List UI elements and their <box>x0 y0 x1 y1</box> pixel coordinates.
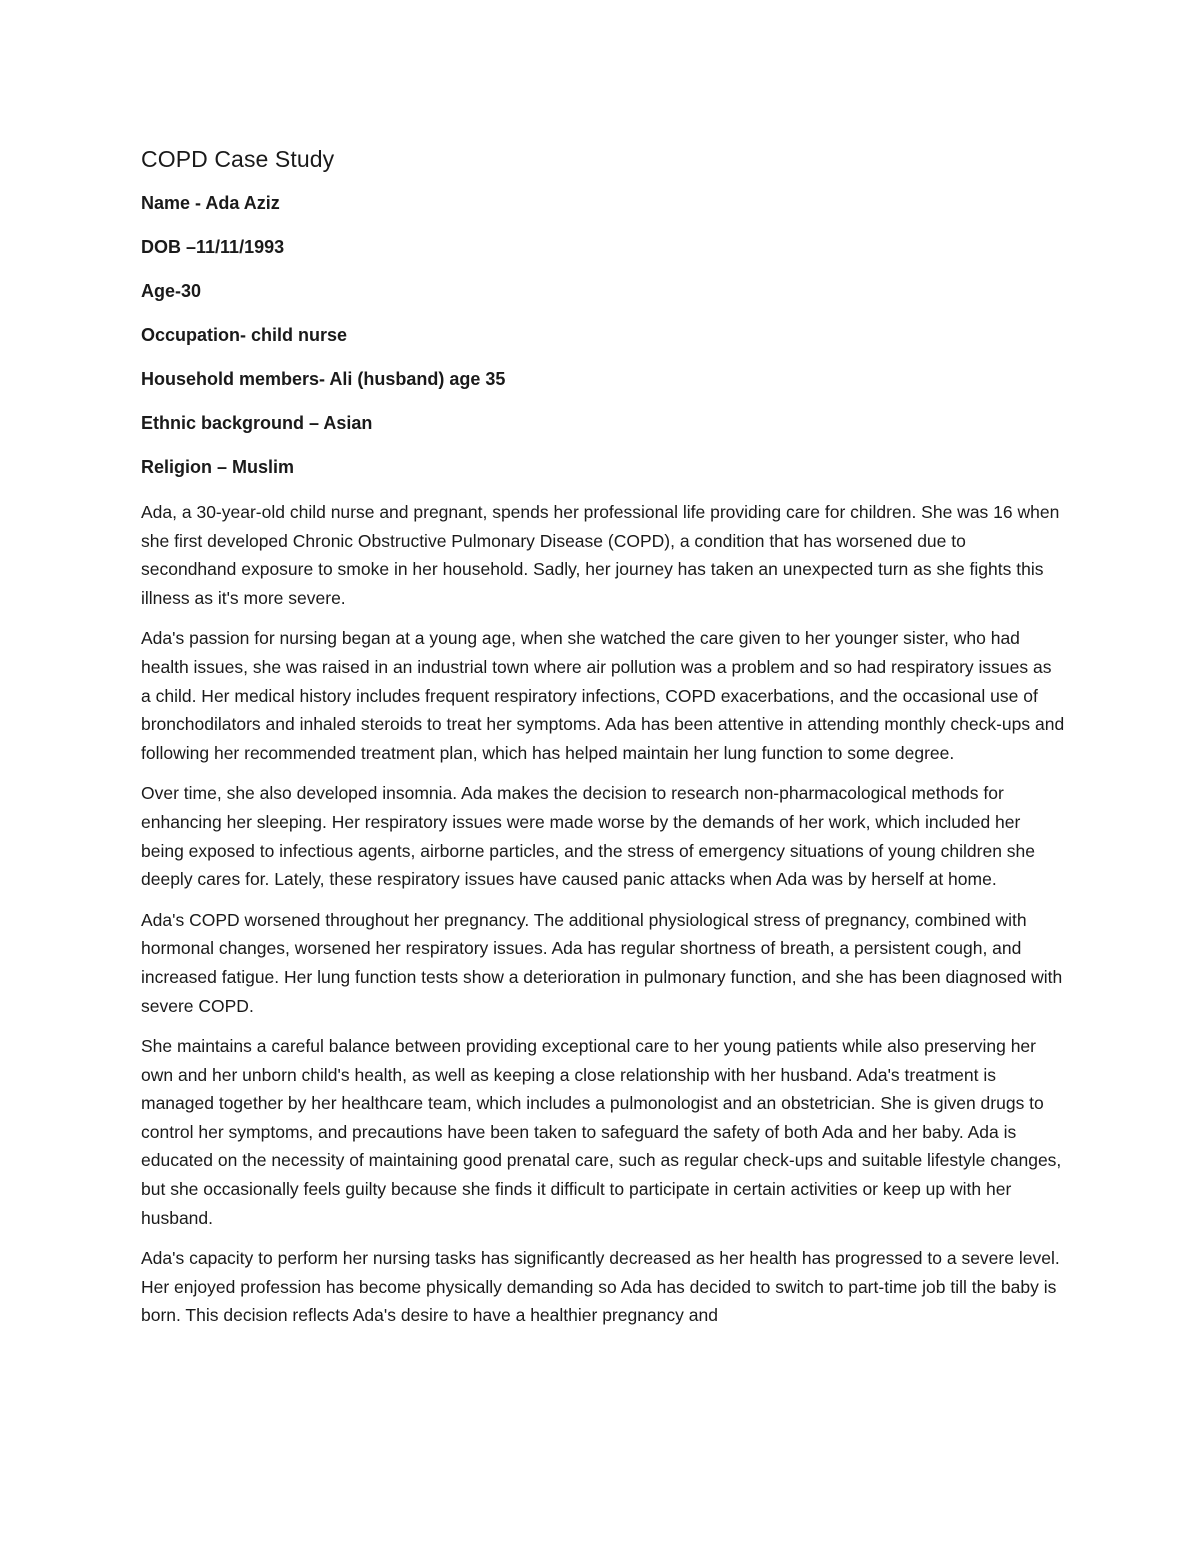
field-ethnic-background: Ethnic background – Asian <box>141 413 373 433</box>
field-occupation: Occupation- child nurse <box>141 325 348 345</box>
patient-details <box>141 190 1066 480</box>
field-age: Age-30 <box>141 281 202 301</box>
field-name: Name - Ada Aziz <box>141 193 280 213</box>
paragraph-pregnancy: Ada's COPD worsened throughout her pregnancy. The additional physiological stress of pregnancy, combined with hormonal changes, worsened her respiratory issues. Ada has regular shortness of breath, a persistent cough, and increased fatigue. Her lung function tests show a deterioration in pulmonary function, and she has been diagnosed with severe COPD. <box>141 909 1063 1016</box>
paragraph-history: Ada's passion for nursing began at a young age, when she watched the care given to her younger sister, who had health issues, she was raised in an industrial town where air pollution was a problem and so had respiratory issues as a child. Her medical history includes frequent respiratory infections, COPD exacerbations, and the occasional use of bronchodilators and inhaled steroids to treat her symptoms. Ada has been attentive in attending monthly check-ups and following her recommended treatment plan, which has helped maintain her lung function to some degree. <box>141 628 1065 763</box>
paragraph-care-balance: She maintains a careful balance between providing exceptional care to her young patients while also preserving her own and her unborn child's health, as well as keeping a close relationship with her husband. Ada's treatment is managed together by her healthcare team, which includes a pulmonologist and an obstetrician. She is given drugs to control her symptoms, and precautions have been taken to safeguard the safety of both Ada and her baby. Ada is educated on the necessity of maintaining good prenatal care, such as regular check-ups and suitable lifestyle changes, but she occasionally feels guilty because she finds it difficult to participate in certain activities or keep up with her husband. <box>141 1036 1062 1228</box>
document-title: COPD Case Study <box>141 146 335 172</box>
paragraph-insomnia: Over time, she also developed insomnia. Ada makes the decision to research non-pharmacological methods for enhancing her sleeping. Her respiratory issues were made worse by the demands of her work, which included her being exposed to infectious agents, airborne particles, and the stress of emergency situations of young children she deeply cares for. Lately, these respiratory issues have caused panic attacks when Ada was by herself at home. <box>141 783 1036 890</box>
paragraph-work-change: Ada's capacity to perform her nursing tasks has significantly decreased as her health has progressed to a severe level. Her enjoyed profession has become physically demanding so Ada has decided to switch to part-time job till the baby is born. This decision reflects Ada's desire to have a healthier pregnancy and <box>141 1248 1060 1326</box>
field-religion: Religion – Muslim <box>141 457 295 477</box>
document-body <box>141 142 1066 1342</box>
paragraph-intro: Ada, a 30-year-old child nurse and pregnant, spends her professional life providing care for children. She was 16 when she first developed Chronic Obstructive Pulmonary Disease (COPD), a condition that has worsened due to secondhand exposure to smoke in her household. Sadly, her journey has taken an unexpected turn as she fights this illness as it's more severe. <box>141 502 1060 608</box>
field-household-members: Household members- Ali (husband) age 35 <box>141 369 506 389</box>
field-dob: DOB –11/11/1993 <box>141 237 285 257</box>
